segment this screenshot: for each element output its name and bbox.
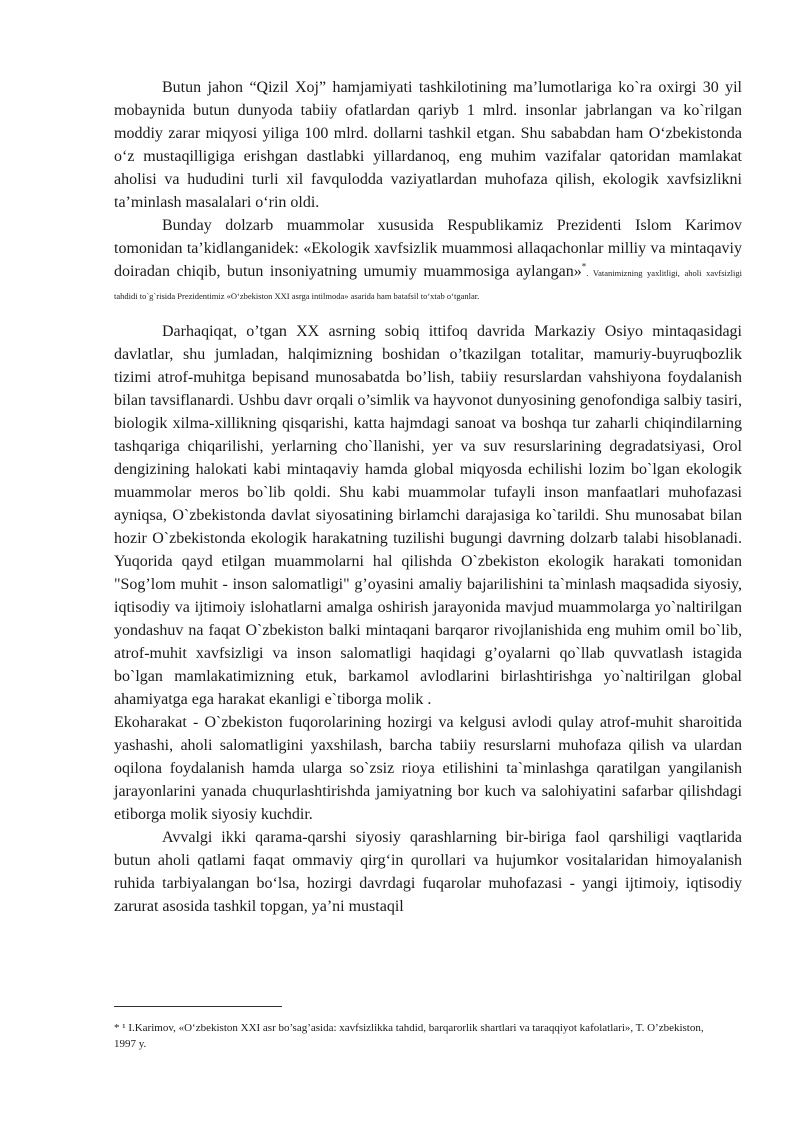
paragraph-3: Darhaqiqat, o’tgan XX asrning sobiq ittifoq davrida Markaziy Osiyo mintaqasidagi davlatlar, shu jumladan, halqimizning boshidan o’tkazilgan totalitar, mamuriy-buyruqbozlik tizimi atrof-muhitga bepisand munosabatda bo’lish, tabiiy resurslardan vahshiyona foydalanish bilan tavsiflanardi. Ushbu davr orqali o’simlik va hayvonot dunyosining genofondiga salbiy tasiri, biologik xilma-xillikning qisqarishi, katta hajmdagi sanoat va boshqa tur zaharli chiqindilarning tashqariga chiqarilishi, yerlarning cho`llanishi, yer va suv resurslarining degradatsiyasi, Orol dengizining halokati kabi mintaqaviy hamda global miqyosda echilishi lozim bo`lgan ekologik muammolar meros bo`lib qoldi. Shu kabi muammolar tufayli inson manfaatlari muhofazasi ayniqsa, O`zbekistonda davlat siyosatining birlamchi darajasiga ko`tarildi. Shu munosabat bilan hozir O`zbekistonda ekologik harakatning tuzilishi bugungi davrning dolzarb talabi hisoblanadi. Yuqorida qayd etilgan muammolarni hal qilishda O`zbekiston ekologik harakati tomonidan "Sog’lom muhit - inson salomatligi" g’oyasini amaliy bajarilishini ta`minlash maqsadida siyosiy, iqtisodiy va ijtimoiy islohatlarni amalga oshirish jarayonida mavjud muammolarga yo`naltirilgan yondashuv na faqat O`zbekiston balki mintaqani barqaror rivojlanishida eng muhim omil bo`lib, atrof-muhit xavfsizligi va inson salomatligi haqidagi g’oyalarni qo`llab quvvatlash istagida bo`lgan mamlakatimizning etuk, barkamol avlodlarini birlashtirishga yo`naltirilgan global ahamiyatga ega harakat ekanligi e`tiborga molik . — [114, 323, 742, 708]
document-body — [114, 76, 742, 918]
footnote-text: I.Karimov, «O‘zbekiston XXI asr bo’sag’asida: xavfsizlikka tahdid, barqarorlik shartlari va taraqqiyot kafolatlari», T. O’zbekiston, 1997 y. — [114, 1022, 704, 1050]
paragraph-4: Ekoharakat - O`zbekiston fuqorolarining hozirgi va kelgusi avlodi qulay atrof-muhit sharoitida yashashi, aholi salomatligini yaxshilash, barcha tabiiy resurslarni muhofaza qilish va ulardan oqilona foydalanish hamda ularga so`zsiz rioya etilishini ta`minlashga qaratilgan yangilanish jarayonlarini yanada chuqurlashtirishda jamiyatning bor kuch va salohiyatini safarbar qilishdagi etiborga molik siyosiy kuchdir. — [114, 714, 742, 823]
paragraph-2 — [114, 214, 742, 306]
footnote-reference: * — [581, 261, 587, 272]
paragraph-1: Butun jahon “Qizil Xoj” hamjamiyati tashkilotining ma’lumotlariga ko`ra oxirgi 30 yil mobaynida butun dunyoda tabiiy ofatlardan qariyb 1 mlrd. insonlar jabrlangan va ko`rilgan moddiy zarar miqyosi yiliga 100 mlrd. dollarni tashkil etgan. Shu sababdan ham O‘zbekistonda o‘z mustaqilligiga erishgan dastlabki yillardanoq, eng muhim vazifalar qatoridan mamlakat aholisi va hududini turli xil favqulodda vaziyatlardan muhofaza qilish, ekologik xavfsizlikni ta’minlash masalalari o‘rin oldi. — [114, 79, 742, 211]
inline-note: . Vatanimizning yaxlitligi, aholi xavfsizligi tahdidi to`g`risida Prezidentimiz «O‘zbekiston XXI asrga intilmoda» asarida ham batafsil to‘xtab o‘tganlar. — [114, 268, 742, 301]
footnote-marker: * ¹ — [114, 1022, 126, 1034]
spacer — [114, 306, 742, 320]
paragraph-5: Avvalgi ikki qarama-qarshi siyosiy qarashlarning bir-biriga faol qarshiligi vaqtlarida butun aholi qatlami faqat ommaviy qirg‘in qurollari va hujumkor vositalaridan himoyalanish ruhida tarbiyalangan bo‘lsa, hozirgi davrdagi fuqarolar muhofazasi - yangi ijtimoiy, iqtisodiy zarurat asosida tashkil topgan, ya’ni mustaqil — [114, 829, 742, 915]
footnote-separator — [114, 1006, 282, 1007]
footnote — [114, 1020, 714, 1052]
paragraph-2-text: Bunday dolzarb muammolar xususida Respublikamiz Prezidenti Islom Karimov tomonidan ta’kidlanganidek: «Ekologik xavfsizlik muammosi allaqachonlar milliy va mintaqaviy doiradan chiqib, butun insoniyatning umumiy muammosiga aylangan» — [114, 217, 742, 280]
